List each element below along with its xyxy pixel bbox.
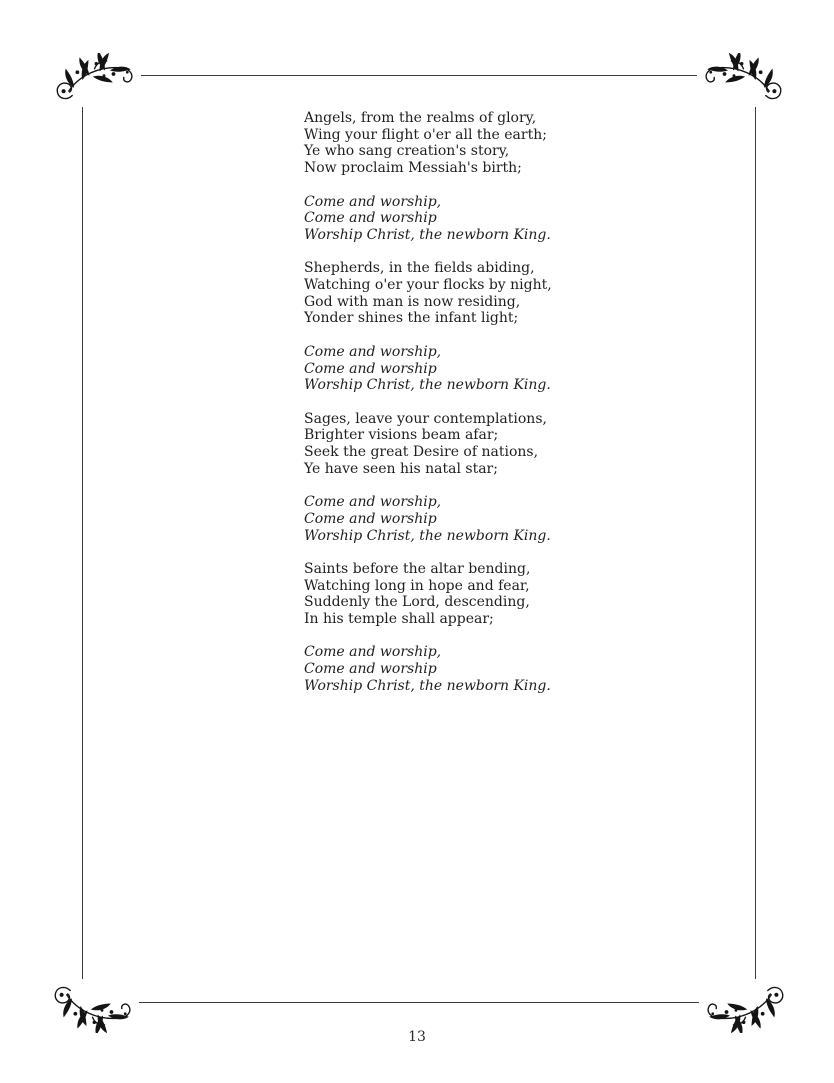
verse-line: Ye have seen his natal star; bbox=[304, 460, 498, 477]
verse-line: God with man is now residing, bbox=[304, 293, 521, 310]
refrain-4 bbox=[304, 644, 552, 694]
refrain-line: Worship Christ, the newborn King. bbox=[304, 677, 551, 694]
verse-line: Yonder shines the infant light; bbox=[304, 310, 519, 327]
floral-corner-ornament-icon bbox=[697, 53, 783, 107]
refrain-line: Come and worship bbox=[304, 510, 437, 527]
refrain-line: Come and worship, bbox=[304, 193, 442, 210]
refrain-line: Worship Christ, the newborn King. bbox=[304, 527, 551, 544]
verse-line: Angels, from the realms of glory, bbox=[304, 110, 537, 126]
verse-line: In his temple shall appear; bbox=[304, 611, 494, 627]
refrain-line: Come and worship, bbox=[304, 644, 442, 661]
floral-corner-ornament-icon bbox=[55, 53, 141, 107]
refrain-1 bbox=[304, 194, 552, 244]
stanza-4 bbox=[304, 561, 552, 628]
stanza-3 bbox=[304, 411, 552, 478]
verse-line: Shepherds, in the fields abiding, bbox=[304, 260, 535, 277]
refrain-line: Worship Christ, the newborn King. bbox=[304, 377, 551, 394]
refrain-line: Come and worship bbox=[304, 661, 437, 678]
stanza-2 bbox=[304, 260, 552, 327]
floral-corner-ornament-icon bbox=[53, 979, 139, 1033]
refrain-line: Come and worship bbox=[304, 360, 437, 377]
verse-line: Wing your flight o'er all the earth; bbox=[304, 126, 547, 143]
refrain-line: Worship Christ, the newborn King. bbox=[304, 226, 551, 243]
refrain-line: Come and worship bbox=[304, 210, 437, 227]
verse-line: Brighter visions beam afar; bbox=[304, 427, 499, 444]
verse-line: Suddenly the Lord, descending, bbox=[304, 594, 530, 611]
stanza-1 bbox=[304, 110, 552, 177]
refrain-line: Come and worship, bbox=[304, 343, 442, 360]
refrain-3 bbox=[304, 494, 552, 544]
verse-line: Watching o'er your flocks by night, bbox=[304, 277, 552, 293]
verse-line: Ye who sang creation's story, bbox=[304, 143, 510, 160]
floral-corner-ornament-icon bbox=[699, 979, 785, 1033]
verse-line: Now proclaim Messiah's birth; bbox=[304, 160, 522, 177]
verse-line: Seek the great Desire of nations, bbox=[304, 444, 539, 460]
page-number: 13 bbox=[408, 1029, 426, 1045]
verse-line: Watching long in hope and fear, bbox=[304, 577, 530, 594]
refrain-2 bbox=[304, 344, 552, 394]
refrain-line: Come and worship, bbox=[304, 494, 442, 511]
verse-line: Saints before the altar bending, bbox=[304, 560, 531, 577]
hymn-text bbox=[304, 110, 552, 711]
verse-line: Sages, leave your contemplations, bbox=[304, 410, 547, 427]
